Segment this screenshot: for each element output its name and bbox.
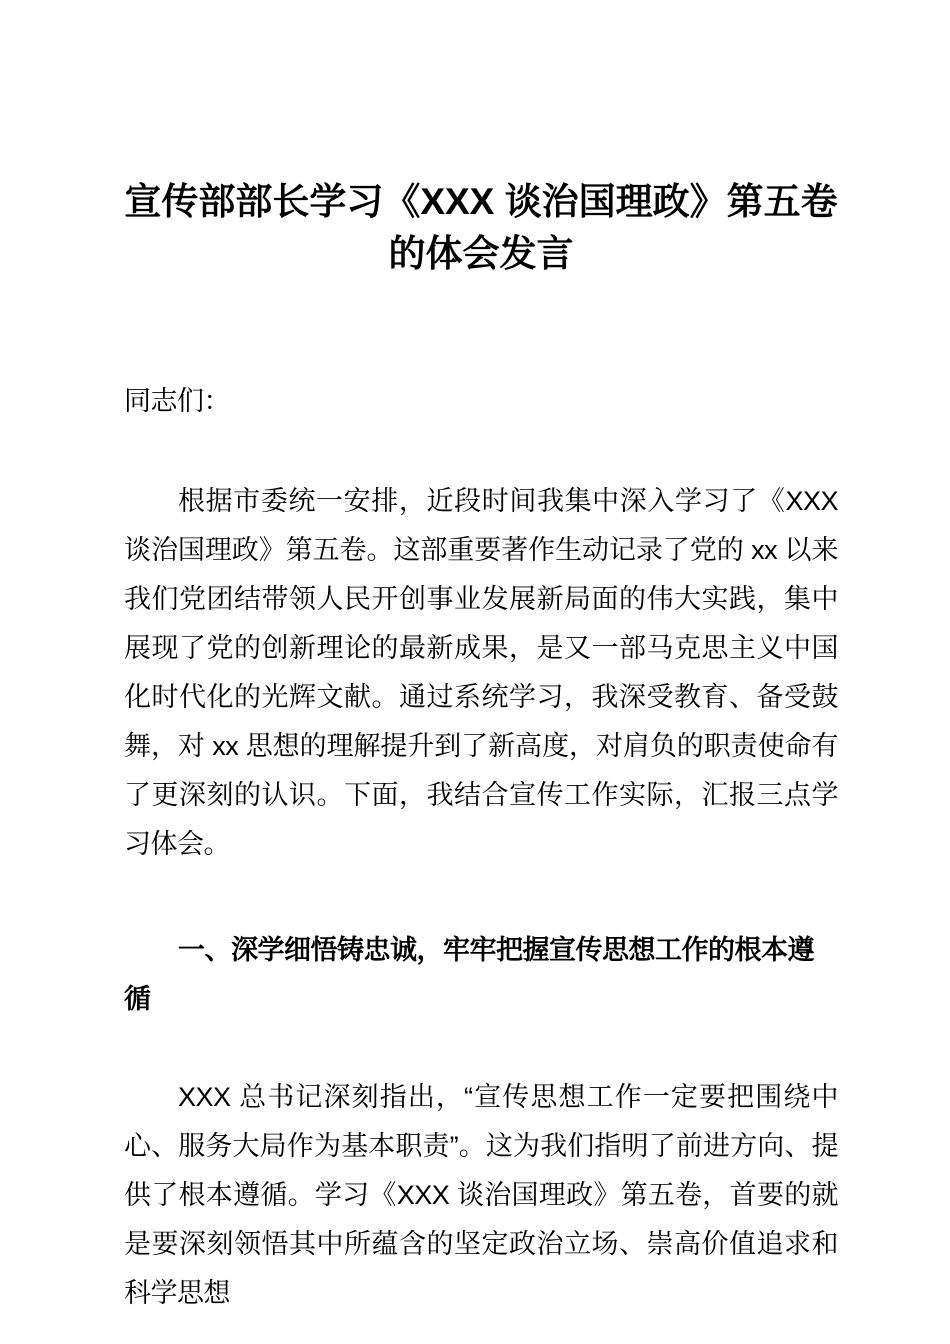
document-title: 宣传部部长学习《XXX 谈治国理政》第五卷的体会发言: [124, 181, 838, 274]
section1-heading: 一、深学细悟铸忠诚，牢牢把握宣传思想工作的根本遵循: [124, 935, 814, 1014]
section1-paragraph: XXX 总书记深刻指出，“宣传思想工作一定要把围绕中心、服务大局作为基本职责”。这为我们指明了前进方向、提供了根本遵循。学习《XXX 谈治国理政》第五卷，首要的就是要深刻领悟其中所蕴含的坚定政治立场、崇高价值追求和科学思想: [124, 1082, 838, 1308]
intro-paragraph: 根据市委统一安排，近段时间我集中深入学习了《XXX 谈治国理政》第五卷。这部重要著作生动记录了党的 xx 以来我们党团结带领人民开创事业发展新局面的伟大实践，集中展现了党的创新理论的最新成果，是又一部马克思主义中国化时代化的光辉文献。通过系统学习，我深受教育、备受鼓舞，对 xx 思想的理解提升到了新高度，对肩负的职责使命有了更深刻的认识。下面，我结合宣传工作实际，汇报三点学习体会。: [124, 486, 838, 859]
salutation: 同志们：: [124, 386, 230, 416]
